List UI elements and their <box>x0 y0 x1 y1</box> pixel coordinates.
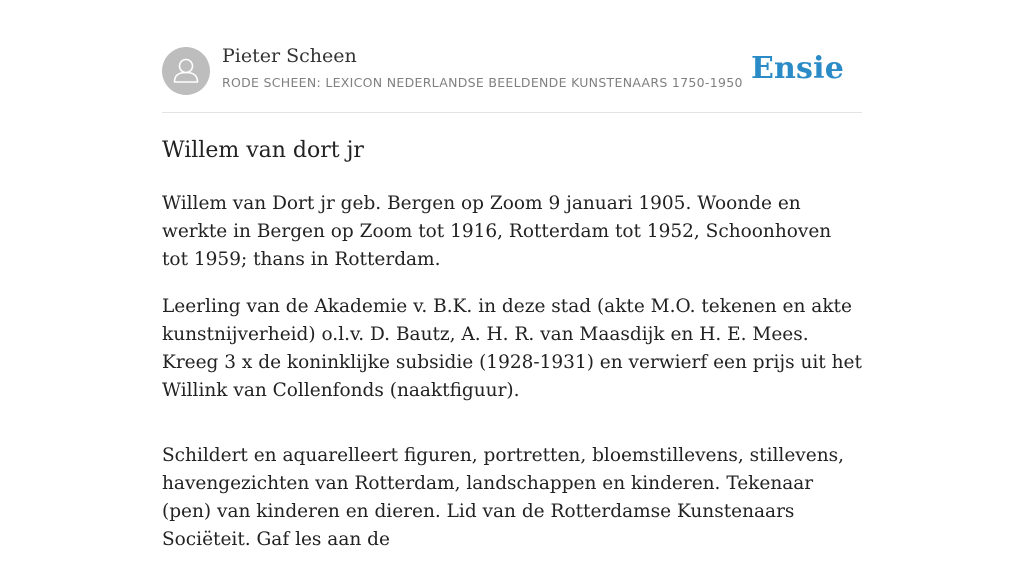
paragraph: Willem van Dort jr geb. Bergen op Zoom 9 januari 1905. Woonde en werkte in Bergen op Zoom tot 1916, Rotterdam tot 1952, Schoonhoven tot 1959; thans in Rotterdam. <box>162 193 832 270</box>
avatar[interactable] <box>162 47 210 95</box>
article-body <box>162 190 862 573</box>
article-header <box>162 0 862 113</box>
user-icon <box>162 47 210 95</box>
article-page <box>162 0 862 550</box>
source-label[interactable]: RODE SCHEEN: LEXICON NEDERLANDSE BEELDENDE KUNSTENAARS 1750-1950 <box>222 75 743 90</box>
author-name[interactable]: Pieter Scheen <box>222 45 357 67</box>
page-title: Willem van dort jr <box>162 138 364 163</box>
paragraph: Schildert en aquarelleert figuren, portretten, bloemstillevens, stillevens, havengezichten van Rotterdam, landschappen en kinderen. Tekenaar (pen) van kinderen en dieren. Lid van de Rotterdamse Kunstenaars Sociëteit. Gaf les aan de <box>162 445 844 550</box>
ensie-logo[interactable]: Ensie <box>750 51 844 86</box>
paragraph: Leerling van de Akademie v. B.K. in deze stad (akte M.O. tekenen en akte kunstnijverheid) o.l.v. D. Bautz, A. H. R. van Maasdijk en H. E. Mees. Kreeg 3 x de koninklijke subsidie (1928-1931) en verwierf een prijs uit het Willink van Collenfonds (naaktfiguur). <box>162 296 862 401</box>
